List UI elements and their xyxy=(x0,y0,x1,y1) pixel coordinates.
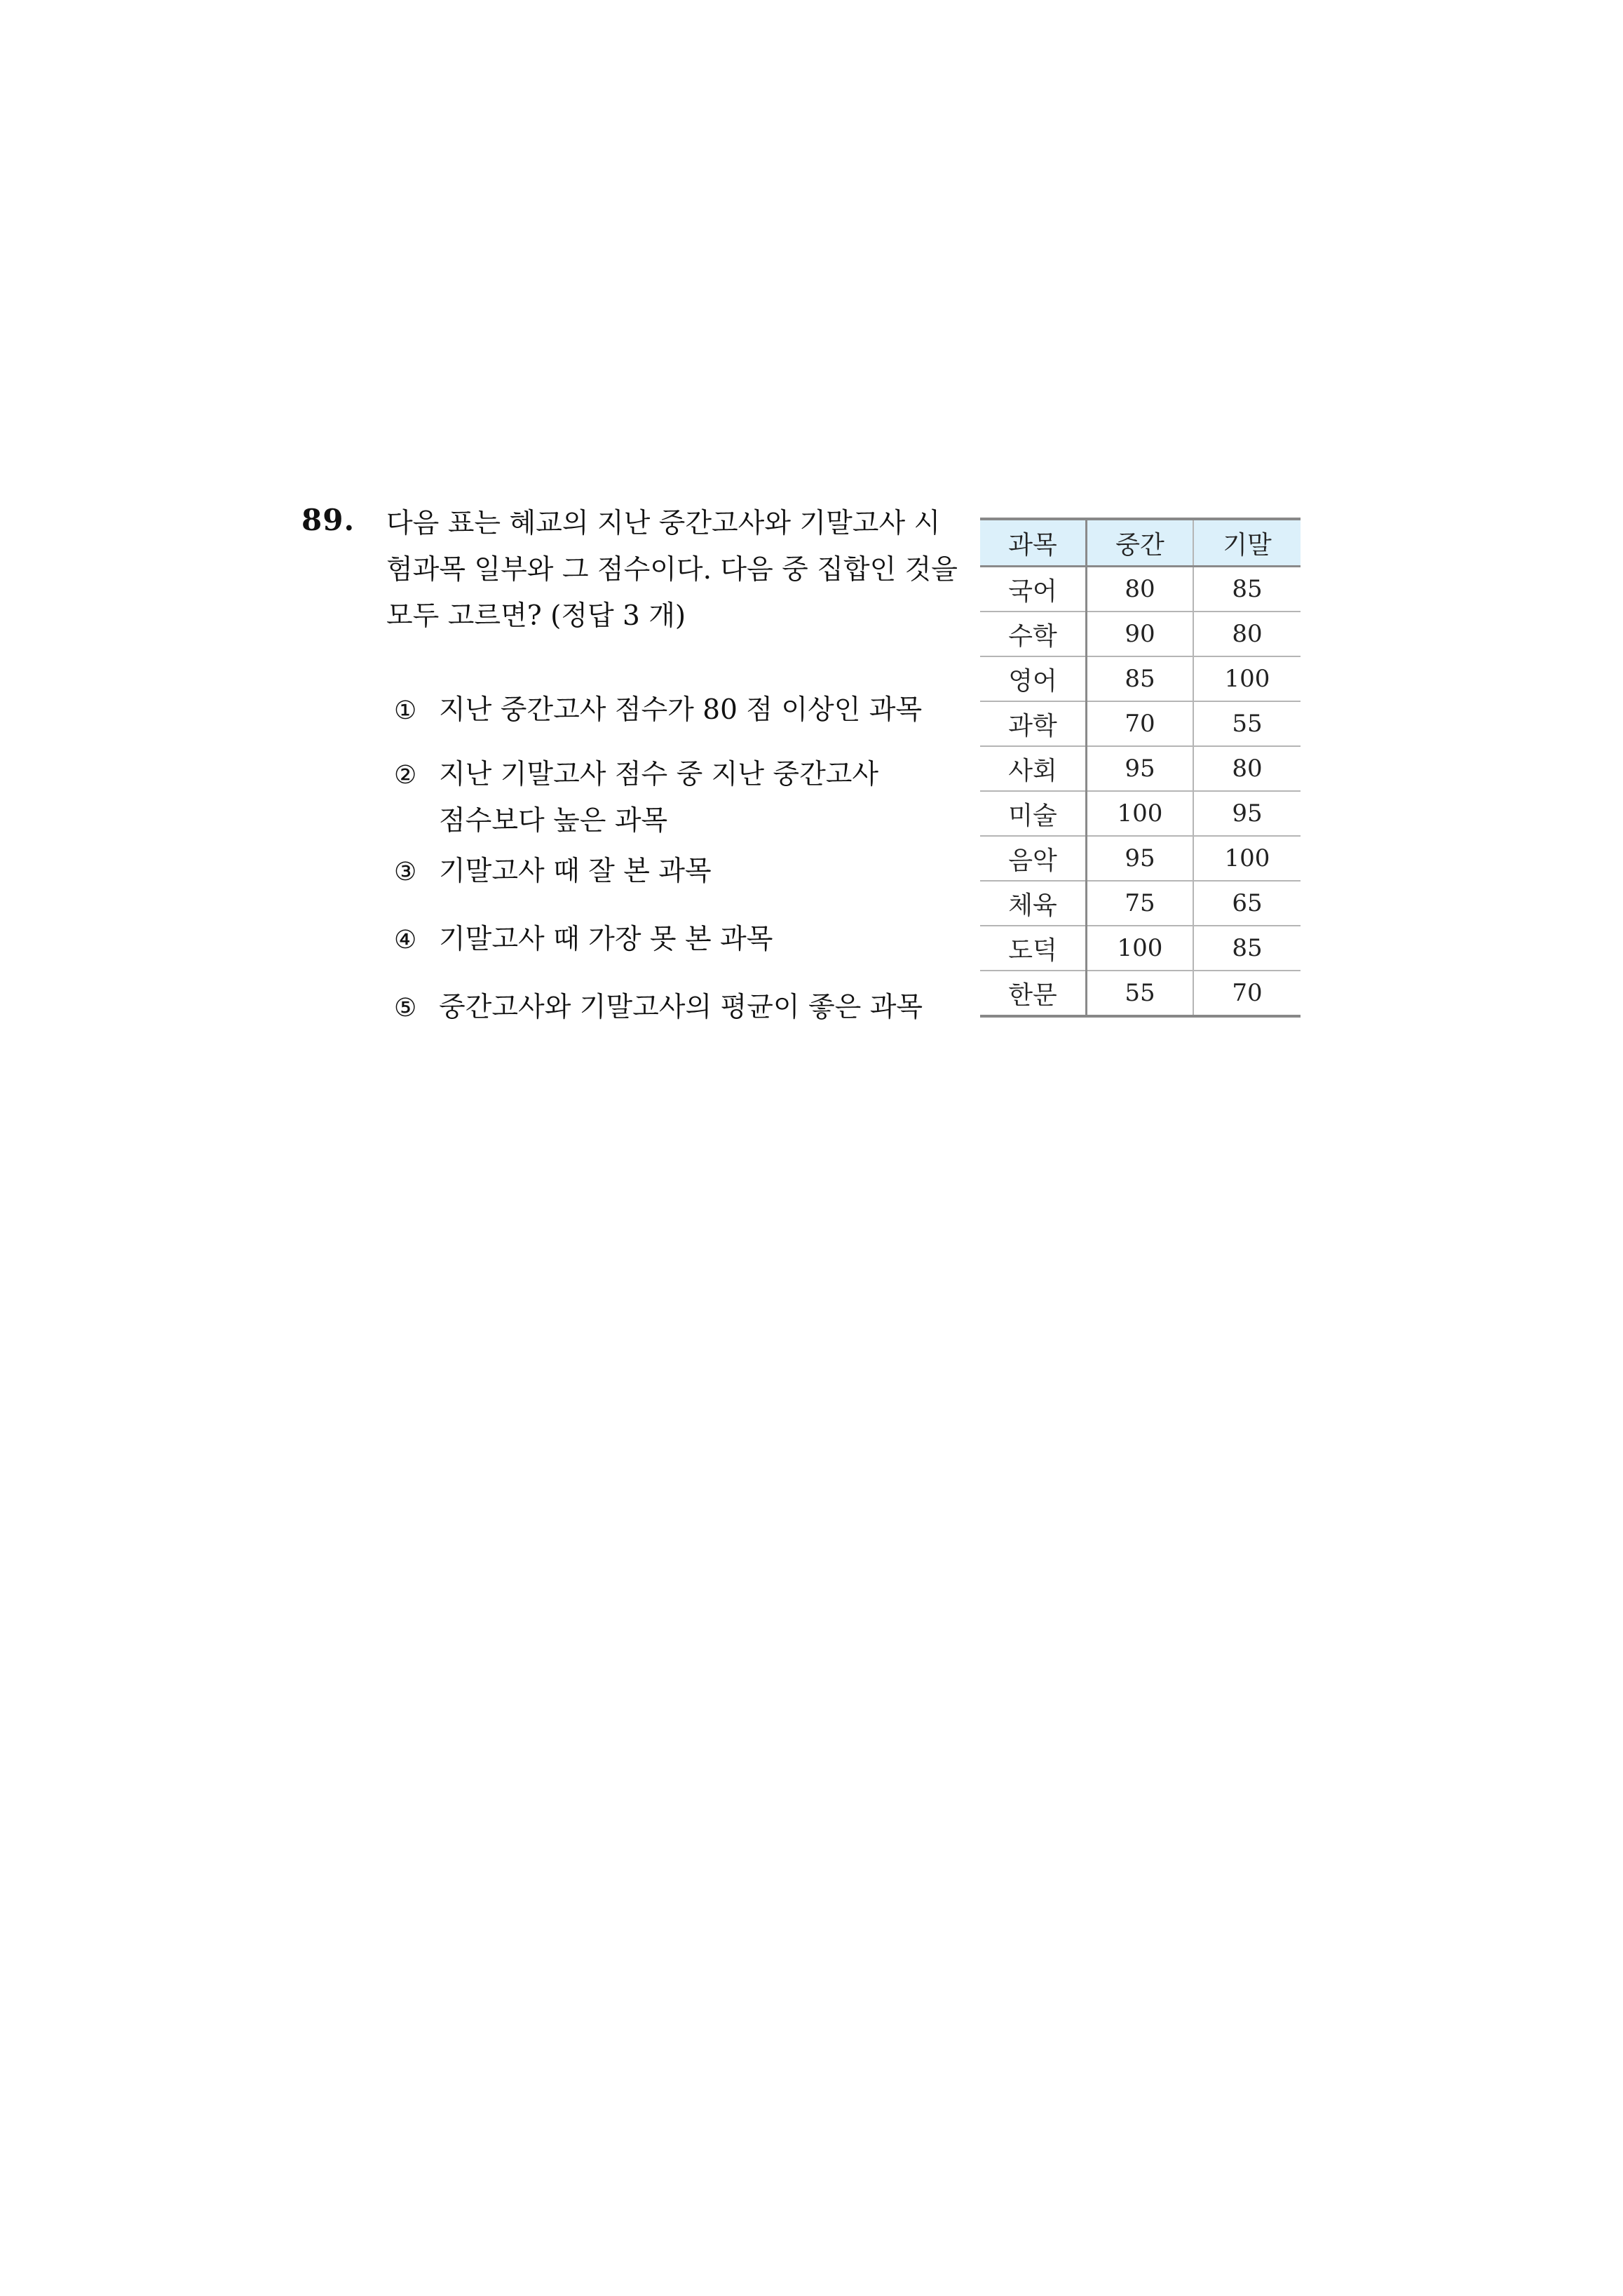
choice-text xyxy=(439,985,923,1031)
final-score-cell: 65 xyxy=(1193,881,1301,926)
stem-line: 험과목 일부와 그 점수이다. 다음 중 집합인 것을 xyxy=(386,554,958,586)
subject-cell: 과학 xyxy=(980,701,1087,746)
choice-line: 지난 중간고사 점수가 80 점 이상인 과목 xyxy=(439,694,923,726)
final-score-cell: 100 xyxy=(1193,836,1301,881)
subject-cell: 음악 xyxy=(980,836,1087,881)
choice-line: 점수보다 높은 과목 xyxy=(439,805,668,837)
choice-line: 중간고사와 기말고사의 평균이 좋은 과목 xyxy=(439,992,923,1023)
midterm-score-cell: 100 xyxy=(1087,926,1194,971)
header-final: 기말 xyxy=(1193,519,1301,567)
table-row xyxy=(980,881,1301,926)
choice-4 xyxy=(394,917,969,964)
choice-marker: ④ xyxy=(394,926,417,954)
final-score-cell: 95 xyxy=(1193,791,1301,836)
final-score-cell: 85 xyxy=(1193,926,1301,971)
choice-3 xyxy=(394,849,969,896)
subject-cell: 체육 xyxy=(980,881,1087,926)
choice-marker: ③ xyxy=(394,858,417,886)
choice-marker: ① xyxy=(394,696,417,725)
midterm-score-cell: 75 xyxy=(1087,881,1194,926)
choice-marker: ⑤ xyxy=(394,994,417,1022)
table-row xyxy=(980,926,1301,971)
subject-cell: 사회 xyxy=(980,746,1087,791)
header-midterm: 중간 xyxy=(1087,519,1194,567)
midterm-score-cell: 70 xyxy=(1087,701,1194,746)
table-row xyxy=(980,836,1301,881)
header-subject: 과목 xyxy=(980,519,1087,567)
midterm-score-cell: 80 xyxy=(1087,567,1194,612)
choice-text xyxy=(439,687,922,734)
table-row xyxy=(980,971,1301,1016)
choice-line: 기말고사 때 가장 못 본 과목 xyxy=(439,924,773,955)
midterm-score-cell: 100 xyxy=(1087,791,1194,836)
choice-1 xyxy=(394,687,969,734)
subject-cell: 국어 xyxy=(980,567,1087,612)
table-row xyxy=(980,612,1301,656)
table-row xyxy=(980,746,1301,791)
subject-cell: 영어 xyxy=(980,656,1087,701)
table-row xyxy=(980,567,1301,612)
choice-text xyxy=(439,849,712,895)
table-row xyxy=(980,701,1301,746)
midterm-score-cell: 55 xyxy=(1087,971,1194,1016)
midterm-score-cell: 95 xyxy=(1087,746,1194,791)
table-header-row xyxy=(980,519,1301,567)
choice-5 xyxy=(394,985,969,1032)
stem-line: 모두 고르면? (정답 3 개) xyxy=(386,600,686,632)
subject-cell: 미술 xyxy=(980,791,1087,836)
choice-marker: ② xyxy=(394,761,417,790)
score-table xyxy=(980,518,1301,1018)
subject-cell: 도덕 xyxy=(980,926,1087,971)
subject-cell: 수학 xyxy=(980,612,1087,656)
choice-text xyxy=(439,917,773,963)
table-row xyxy=(980,656,1301,701)
choice-line: 지난 기말고사 점수 중 지난 중간고사 xyxy=(439,759,879,790)
subject-cell: 한문 xyxy=(980,971,1087,1016)
final-score-cell: 100 xyxy=(1193,656,1301,701)
final-score-cell: 80 xyxy=(1193,612,1301,656)
choice-text xyxy=(439,752,878,844)
choice-line: 기말고사 때 잘 본 과목 xyxy=(439,856,712,887)
midterm-score-cell: 95 xyxy=(1087,836,1194,881)
question-number: 89. xyxy=(301,503,355,537)
final-score-cell: 80 xyxy=(1193,746,1301,791)
midterm-score-cell: 85 xyxy=(1087,656,1194,701)
midterm-score-cell: 90 xyxy=(1087,612,1194,656)
final-score-cell: 85 xyxy=(1193,567,1301,612)
stem-line: 다음 표는 혜교의 지난 중간고사와 기말고사 시 xyxy=(386,508,941,539)
final-score-cell: 55 xyxy=(1193,701,1301,746)
choice-2 xyxy=(394,752,969,844)
question-stem xyxy=(386,501,961,640)
table-row xyxy=(980,791,1301,836)
final-score-cell: 70 xyxy=(1193,971,1301,1016)
